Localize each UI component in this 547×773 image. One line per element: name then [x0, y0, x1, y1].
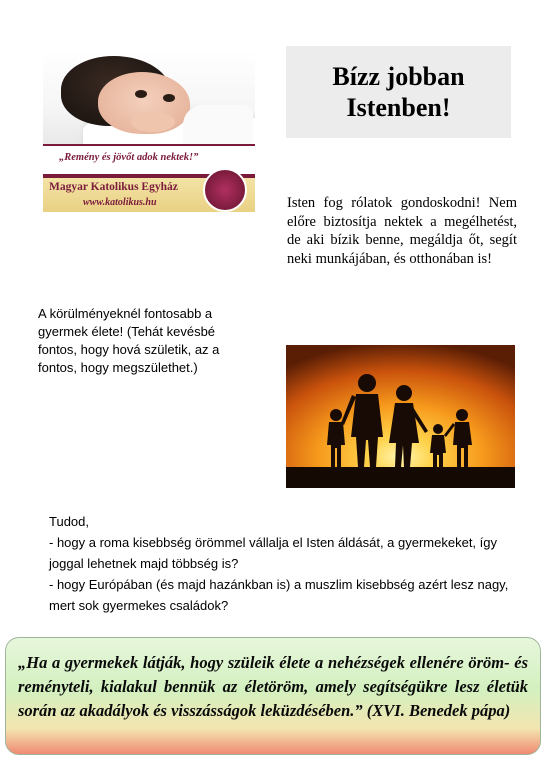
- title-box: [286, 46, 511, 138]
- ad-url: www.katolikus.hu: [83, 197, 157, 208]
- did-you-know-item: - hogy Európában (és majd hazánkban is) a muszlim kisebbség azért lesz nagy, mert sok gyermekes családok?: [49, 577, 509, 613]
- care-paragraph: Isten fog rólatok gondoskodni! Nem előre biztosítja nektek a megélhetést, de aki bízik benne, megáldja őt, segít neki munkájában, és otthonában is!: [287, 195, 517, 267]
- ad-footer: [43, 174, 255, 212]
- ad-slogan: „Remény és jövőt adok nektek!”: [59, 152, 199, 163]
- page-title: Bízz jobban Istenben!: [332, 62, 465, 122]
- pope-quote-box: [5, 637, 541, 755]
- life-paragraph: A körülményeknél fontosabb a gyermek élete! (Tehát kevésbé fontos, hogy hová születik, az a fontos, hogy megszülethet.): [38, 306, 220, 375]
- church-emblem-icon: [203, 168, 247, 212]
- did-you-know-section: [49, 511, 509, 616]
- catholic-church-ad: [43, 50, 255, 212]
- pope-quote: „Ha a gyermekek látják, hogy szüleik élete a nehézségek ellenére öröm- és reményteli, kialakul bennük az életöröm, amely segítségükre lesz életük során az akadályok és visszásságok leküzdésében.” (XVI. Benedek pápa): [18, 653, 528, 720]
- did-you-know-item: - hogy a roma kisebbség örömmel vállalja el Isten áldását, a gyermekeket, így joggal lehetnek majd többség is?: [49, 535, 497, 571]
- did-you-know-intro: Tudod,: [49, 514, 89, 529]
- family-sunset-photo: [286, 345, 515, 488]
- child-photo: [43, 50, 255, 144]
- ad-organization: Magyar Katolikus Egyház: [49, 181, 178, 193]
